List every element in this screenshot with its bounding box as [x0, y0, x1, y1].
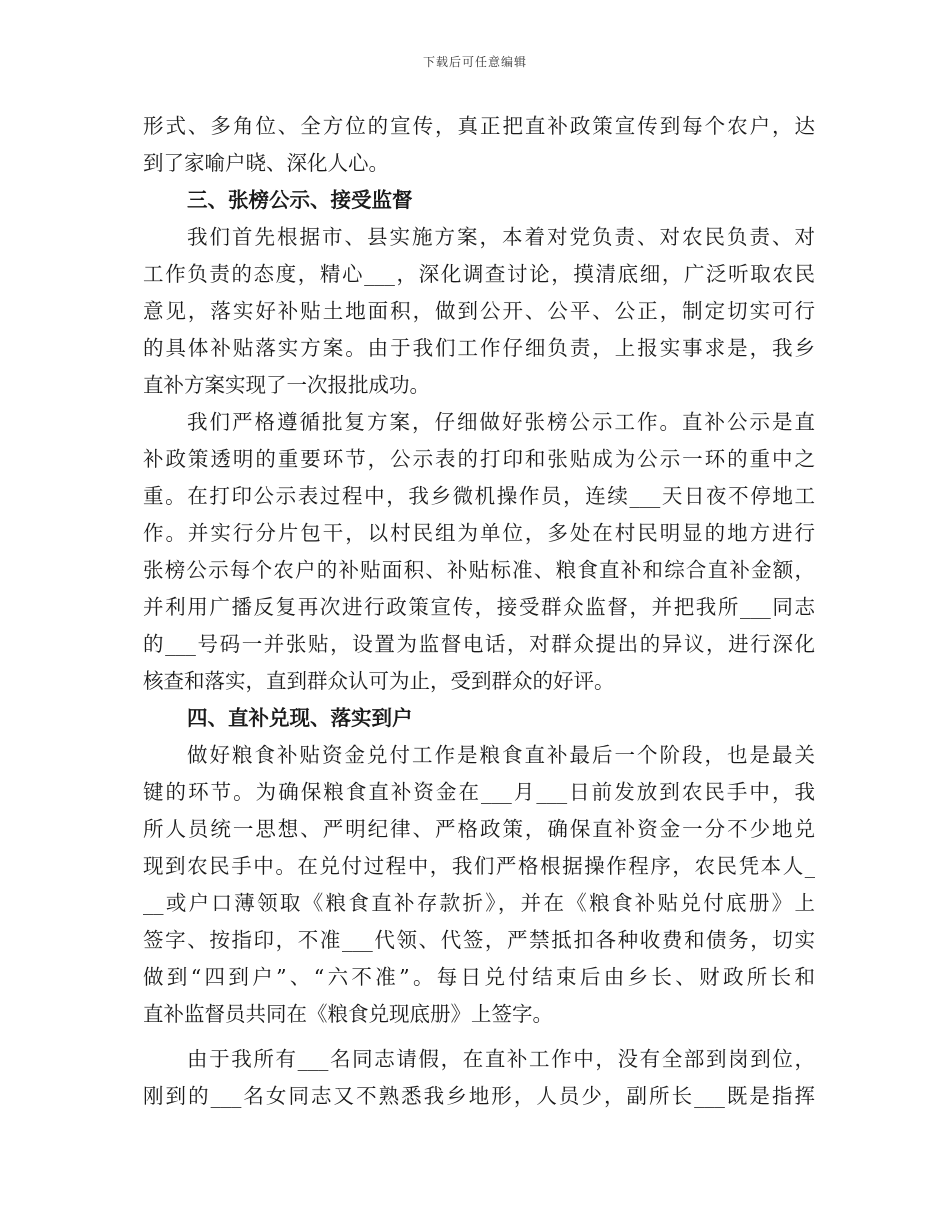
paragraph-line: 键的环节。为确保粮食直补资金在___月___日前发放到农民手中，我: [143, 780, 815, 804]
paragraph-line: 作。并实行分片包干，以村民组为单位，多处在村民明显的地方进行: [143, 521, 815, 545]
paragraph-line: 的___号码一并张贴，设置为监督电话，对群众提出的异议，进行深化: [143, 632, 815, 656]
paragraph-line: 我们首先根据市、县实施方案，本着对党负责、对农民负责、对: [187, 225, 815, 249]
document-body: [143, 108, 815, 1115]
paragraph-line: 形式、多角位、全方位的宣传，真正把直补政策宣传到每个农户，达: [143, 114, 815, 138]
paragraph-line: 直补监督员共同在《粮食兑现底册》上签字。: [143, 1002, 553, 1026]
paragraph-line: 意见，落实好补贴土地面积，做到公开、公平、公正，制定切实可行: [143, 299, 815, 323]
paragraph-line: 补政策透明的重要环节，公示表的打印和张贴成为公示一环的重中之: [143, 447, 815, 471]
paragraph-line: 签字、按指印，不准___代领、代签，严禁抵扣各种收费和债务，切实: [143, 928, 815, 952]
paragraph-line: 到了家喻户晓、深化人心。: [143, 151, 389, 175]
page-header: 下载后可任意编辑: [422, 55, 527, 69]
paragraph-line: 工作负责的态度，精心___，深化调查讨论，摸清底细，广泛听取农民: [143, 262, 815, 286]
paragraph-line: __或户口薄领取《粮食直补存款折》，并在《粮食补贴兑付底册》上: [143, 891, 815, 915]
section-heading: 三、张榜公示、接受监督: [187, 188, 413, 212]
paragraph-line: 重。在打印公示表过程中，我乡微机操作员，连续___天日夜不停地工: [143, 484, 815, 508]
paragraph-line: 的具体补贴落实方案。由于我们工作仔细负责，上报实事求是，我乡: [143, 336, 815, 360]
paragraph-line: 所人员统一思想、严明纪律、严格政策，确保直补资金一分不少地兑: [143, 817, 815, 841]
paragraph-line: 核查和落实，直到群众认可为止，受到群众的好评。: [143, 669, 615, 693]
paragraph-line: 刚到的___名女同志又不熟悉我乡地形，人员少，副所长___既是指挥: [143, 1084, 815, 1108]
paragraph-line: 做好粮食补贴资金兑付工作是粮食直补最后一个阶段，也是最关: [187, 743, 815, 767]
paragraph-line: 现到农民手中。在兑付过程中，我们严格根据操作程序，农民凭本人_: [143, 854, 815, 878]
paragraph-line: 张榜公示每个农户的补贴面积、补贴标准、粮食直补和综合直补金额，: [143, 558, 815, 582]
paragraph-line: 由于我所有___名同志请假，在直补工作中，没有全部到岗到位，: [187, 1047, 815, 1071]
section-heading: 四、直补兑现、落实到户: [187, 706, 413, 730]
paragraph-line: 直补方案实现了一次报批成功。: [143, 373, 430, 397]
paragraph-line: 我们严格遵循批复方案，仔细做好张榜公示工作。直补公示是直: [187, 410, 815, 434]
paragraph-line: 并利用广播反复再次进行政策宣传，接受群众监督，并把我所___同志: [143, 595, 815, 619]
paragraph-line: 做到“四到户”、“六不准”。每日兑付结束后由乡长、财政所长和: [143, 965, 815, 989]
